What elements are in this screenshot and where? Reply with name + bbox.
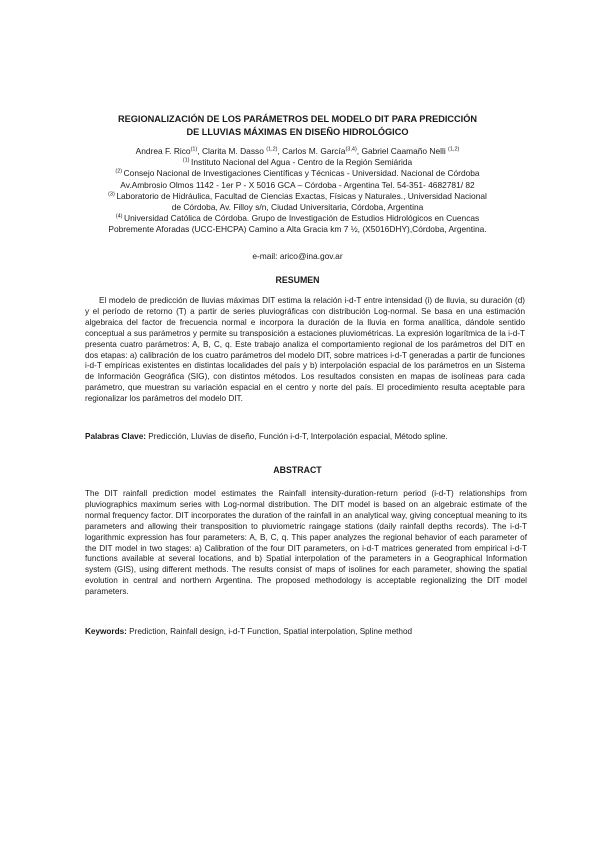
affiliation-3-sup: (3) xyxy=(108,191,117,198)
palabras-clave-label: Palabras Clave: xyxy=(85,432,146,441)
affiliation-3-line-1: Laboratorio de Hidráulica, Facultad de Ciencias Exactas, Físicas y Naturales., Universidad Nacional xyxy=(116,190,487,201)
affiliation-2-sup: (2) xyxy=(115,168,124,175)
affiliation-2-line-1: Consejo Nacional de Investigaciones Científicas y Técnicas - Universidad. Nacional de Córdoba xyxy=(123,168,480,179)
keywords xyxy=(85,626,525,637)
contact-email[interactable]: e-mail: arico@ina.gov.ar xyxy=(252,251,343,261)
palabras-clave-list: Predicción, Lluvias de diseño, Función i-d-T, Interpolación espacial, Método spline. xyxy=(146,432,448,441)
author-2-sup: (1,2) xyxy=(266,146,278,153)
affiliation-1-line-1: Instituto Nacional del Agua - Centro de la Región Semiárida xyxy=(191,157,413,168)
author-4-sup: (1,2) xyxy=(448,146,460,153)
affiliation-1-sup: (1) xyxy=(182,157,192,164)
author-2: Clarita M. Dasso xyxy=(201,146,267,156)
resumen-heading: RESUMEN xyxy=(275,275,320,285)
affiliation-4-sup: (4) xyxy=(115,213,125,220)
author-list xyxy=(70,146,525,157)
abstract-heading: ABSTRACT xyxy=(273,465,322,475)
author-4: Gabriel Caamaño Nelli xyxy=(361,146,449,156)
author-3-sup: (3,4) xyxy=(345,146,357,153)
affiliation-2-line-2: Av.Ambrosio Olmos 1142 - 1er P - X 5016 GCA – Córdoba - Argentina Tel. 54-351- 4682781/ 82 xyxy=(120,179,475,190)
keywords-list: Prediction, Rainfall design, i-d-T Function, Spatial interpolation, Spline method xyxy=(126,627,413,636)
affiliation-2 xyxy=(70,168,525,179)
affiliation-1 xyxy=(70,157,525,168)
affiliation-3-line-2: de Córdoba, Av. Filloy s/n, Ciudad Universitaria, Córdoba, Argentina xyxy=(171,202,424,213)
paper-title xyxy=(70,113,525,138)
affiliation-4 xyxy=(70,213,525,224)
keywords-label: Keywords: xyxy=(85,627,127,636)
affiliation-4-line-1: Universidad Católica de Córdoba. Grupo de Investigación de Estudios Hidrológicos en Cuencas xyxy=(124,213,480,224)
affiliation-4-line-2: Pobremente Aforadas (UCC-EHCPA) Camino a Alta Gracia km 7 ½, (X5016DHY),Córdoba, Argentina. xyxy=(108,224,487,235)
author-block xyxy=(70,146,525,236)
affiliation-3 xyxy=(70,191,525,202)
author-separator: , xyxy=(197,146,202,156)
author-3: Carlos M. García xyxy=(282,146,346,156)
title-line-2: DE LLUVIAS MÁXIMAS EN DISEÑO HIDROLÓGICO xyxy=(186,126,409,137)
author-separator: , xyxy=(356,146,362,156)
palabras-clave xyxy=(85,431,525,442)
author-1: Andrea F. Rico xyxy=(135,146,191,156)
author-1-sup: (1) xyxy=(190,146,198,153)
resumen-paragraph: El modelo de predicción de lluvias máximas DIT estima la relación i-d-T entre intensidad (i) de lluvia, su duración (d) y el período de retorno (T) a partir de series pluviográficas con distribución Log-normal. Se basa en una estimación algebraica del factor de frecuencia normal e incorpora la duración de la lluvia en forma analítica, dándole sentido conceptual a sus parámetros y permite su transposición a estaciones pluviométricas. La expresión logarítmica de la i-d-T presenta cuatro parámetros: A, B, C, q. Este trabajo analiza el comportamiento regional de los parámetros del DIT en dos etapas: a) calibración de los cuatro parámetros del modelo DIT, sobre matrices i-d-T generadas a partir de funciones i-d-T empíricas existentes en distintas localidades del país y b) interpolación espacial de los parámetros en un Sistema de Información Geográfica (SIG), con distintos métodos. Los resultados consisten en mapas de isolíneas para cada parámetro, que muestran su variación espacial en el centro y norte del país. El procedimiento resulta aceptable para regionalizar los parámetros del modelo DIT. xyxy=(85,296,525,404)
abstract-paragraph: The DIT rainfall prediction model estimates the Rainfall intensity-duration-return period (i-d-T) relationships from pluviographics maximum series with Log-normal distribution. The DIT model is based on an algebraic estimate of the normal frequency factor. DIT incorporates the duration of the rainfall in an analytical way, giving conceptual meaning to its parameters and allowing their transposition to pluviometric raingage stations (daily rainfall depths records). The i-d-T logarithmic expression has four parameters: A, B, C, q. This paper analyzes the regional behavior of each parameter of the DIT model in two stages: a) Calibration of the four DIT parameters, on i-d-T matrices generated from empirical i-d-T functions available at several locations, and b) Spatial interpolation of the parameters in a Geographical Information system (GIS), using different methods. The results consist of maps of isolines for each parameter, showing the spatial evolution in central and northern Argentina. The proposed methodology is acceptable regionalizing the DIT model parameters. xyxy=(85,489,527,597)
author-separator: , xyxy=(277,146,283,156)
title-line-1: REGIONALIZACIÓN DE LOS PARÁMETROS DEL MODELO DIT PARA PREDICCIÓN xyxy=(117,114,477,124)
